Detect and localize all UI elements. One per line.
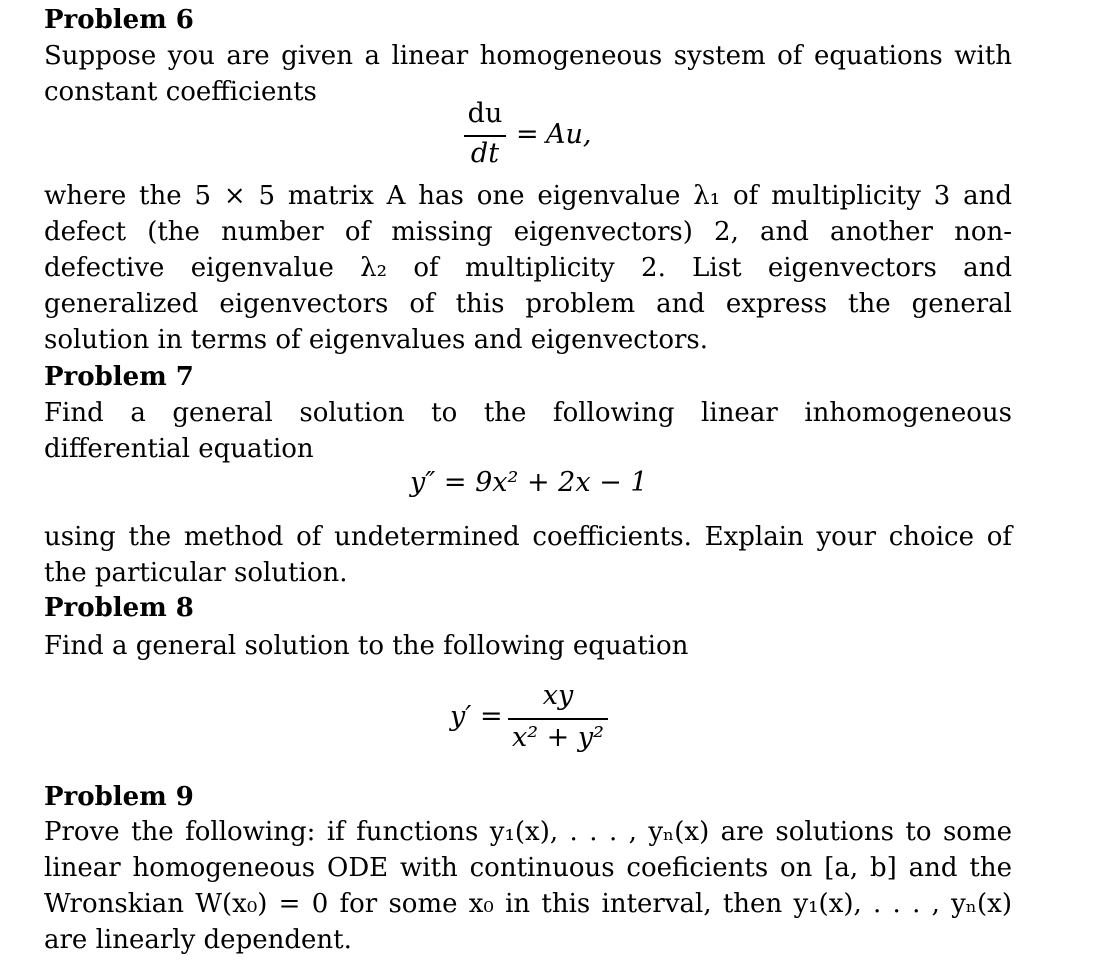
fraction-bar	[464, 135, 506, 137]
problem-7-outro: using the method of undetermined coefficients. Explain your choice of the particular solution.	[44, 522, 1012, 588]
fraction-bar	[508, 718, 608, 720]
problem-8-denominator: x² + y²	[512, 722, 604, 753]
problem-8-numerator: xy	[542, 680, 574, 711]
problem-6-body: where the 5 × 5 matrix A has one eigenvalue λ₁ of multiplicity 3 and defect (the number of missing eigenvectors) 2, and another non-defective eigenvalue λ₂ of multiplicity 2. List eigenvectors and generalized eigenvectors of this problem and express the general solution in terms of eigenvalues and eigenvectors.	[44, 181, 1012, 355]
problem-6-denominator: dt	[470, 138, 500, 169]
problem-6-intro: Suppose you are given a linear homogeneous system of equations with constant coefficients	[44, 41, 1012, 107]
problem-7-heading: Problem 7	[44, 362, 194, 392]
problem-8-heading: Problem 8	[44, 593, 194, 623]
problem-7-intro: Find a general solution to the following linear inhomogeneous differential equation	[44, 398, 1012, 464]
problem-9-body: Prove the following: if functions y₁(x), . . . , yₙ(x) are solutions to some linear homogeneous ODE with continuous coeficients on [a, b] and the Wronskian W(x₀) = 0 for some x₀ in this interval, then y₁(x), . . . , yₙ(x) are linearly dependent.	[44, 817, 1012, 955]
problem-6-heading: Problem 6	[44, 5, 194, 35]
problem-8-intro: Find a general solution to the following equation	[44, 631, 689, 661]
problem-6-rhs: Au,	[546, 119, 592, 150]
problem-7-equation: y″ = 9x² + 2x − 1	[410, 467, 648, 498]
problem-9-heading: Problem 9	[44, 782, 194, 812]
problem-6-equals: =	[516, 119, 539, 150]
problem-8-lhs: y′ =	[450, 701, 503, 732]
problem-8-fraction	[508, 680, 608, 760]
problem-6-numerator: du	[467, 98, 503, 129]
problem-6-fraction	[464, 98, 506, 178]
